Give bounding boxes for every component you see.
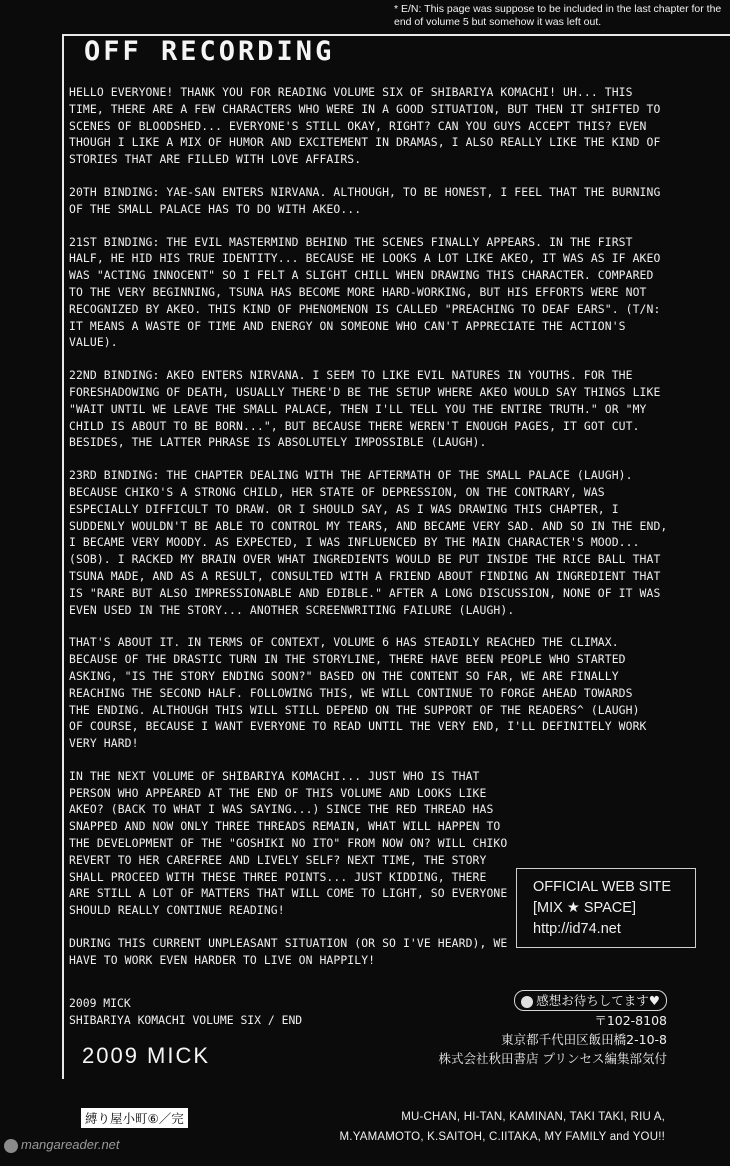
postal-code: 〒102-8108 <box>594 1013 667 1028</box>
paragraph: 22ND BINDING: AKEO ENTERS NIRVANA. I SEEM TO LIKE EVIL NATURES IN YOUTHS. FOR THE FORESHADOWING OF DEATH, USUALLY THERE'D BE THE SETUP WHERE AKEO WOULD SAY THINGS LIKE "WAIT UNTIL WE LEAVE THE SMALL PALACE, THEN I'LL TELL YOU THE ENTIRE TRUTH." OR "MY CHILD IS ABOUT TO BE BORN...", BUT BECAUSE THERE WEREN'T ENOUGH PAGES, IT GOT CUT. BESIDES, THE LATTER PHRASE IS ABSOLUTELY IMPOSSIBLE (LAUGH). <box>69 368 661 450</box>
website-heading: OFFICIAL WEB SITE <box>533 879 672 895</box>
editor-note: * E/N: This page was suppose to be included in the last chapter for the end of volume 5 but somehow it was left out. <box>394 3 722 28</box>
seal-icon <box>521 996 533 1008</box>
address-line: 株式会社秋田書店 プリンセス編集部気付 <box>438 1051 667 1066</box>
end-tag: 縛り屋小町⑥／完 <box>80 1107 189 1129</box>
await-text: 感想お待ちしてます♥ <box>536 993 660 1008</box>
paragraph: IN THE NEXT VOLUME OF SHIBARIYA KOMACHI... JUST WHO IS THAT PERSON WHO APPEARED AT THE END OF THIS VOLUME AND LOOKS LIKE AKEO? (BACK TO WHAT I WAS SAYING...) SINCE THE RED THREAD HAS SNAPPED AND NOW ONLY THREE THREADS REMAIN, WHAT WILL HAPPEN TO THE DEVELOPMENT OF THE "GOSHIKI NO ITO" FROM NOW ON? WILL CHIKO REVERT TO HER CAREFREE AND LIVELY SELF? NEXT TIME, THE STORY SHALL PROCEED WITH THESE THREE POINTS... JUST KIDDING, THERE ARE STILL A LOT OF MATTERS THAT WILL COME TO LIGHT, SO EVERYONE SHOULD REALLY CONTINUE READING! <box>69 768 508 918</box>
paragraph: HELLO EVERYONE! THANK YOU FOR READING VOLUME SIX OF SHIBARIYA KOMACHI! UH... THIS TIME, THERE ARE A FEW CHARACTERS WHO WERE IN A GOOD SITUATION, BUT THEN IT SHIFTED TO SCENES OF BLOODSHED... EVERYONE'S STILL OKAY, RIGHT? CAN YOU GUYS ACCEPT THIS? EVEN THOUGH I LIKE A MIX OF HUMOR AND EXCITEMENT IN DRAMAS, I ALSO REALLY LIKE THE KIND OF STORIES THAT ARE FILLED WITH LOVE AFFAIRS. <box>69 85 661 167</box>
signature: 2009 MICK <box>82 1043 211 1068</box>
afterword-body <box>69 84 669 985</box>
signoff-title: SHIBARIYA KOMACHI VOLUME SIX / END <box>69 1012 303 1027</box>
website-url: http://id74.net <box>533 921 621 937</box>
signoff-year: 2009 MICK <box>69 996 131 1010</box>
paragraph: 21ST BINDING: THE EVIL MASTERMIND BEHIND THE SCENES FINALLY APPEARS. IN THE FIRST HALF, HE HID HIS TRUE IDENTITY... BECAUSE HE LOOKS A LOT LIKE AKEO, IT WAS AS IF AKEO WAS "ACTING INNOCENT" SO I FELT A SLIGHT CHILL WHEN DRAWING THIS CHARACTER. COMPARED TO THE VERY BEGINNING, TSUNA HAS BECOME MORE HARD-WORKING, BUT HIS EFFORTS WERE NOT RECOGNIZED BY AKEO. THIS KIND OF PHENOMENON IS CALLED "PREACHING TO DEAF EARS". (T/N: IT MEANS A WASTE OF TIME AND ENERGY ON SOMEONE WHO CAN'T APPRECIATE THE ACTION'S VALUE). <box>69 234 661 350</box>
await-badge <box>514 990 667 1011</box>
watermark <box>4 1137 120 1153</box>
paragraph: THAT'S ABOUT IT. IN TERMS OF CONTEXT, VOLUME 6 HAS STEADILY REACHED THE CLIMAX. BECAUSE OF THE DRASTIC TURN IN THE STORYLINE, THERE HAVE BEEN PEOPLE WHO STARTED ASKING, "IS THE STORY ENDING SOON?" BASED ON THE CONTENT SO FAR, WE ARE FINALLY REACHING THE SECOND HALF. FOLLOWING THIS, WE WILL CONTINUE TO FORGE AHEAD TOWARDS THE ENDING. ALTHOUGH THIS WILL STILL DEPEND ON THE SUPPORT OF THE READERS^ (LAUGH) OF COURSE, BECAUSE I WANT EVERYONE TO READ UNTIL THE VERY END, I'LL DEFINITELY WORK VERY HARD! <box>69 635 647 751</box>
paragraph: DURING THIS CURRENT UNPLEASANT SITUATION (OR SO I'VE HEARD), WE HAVE TO WORK EVEN HARDER TO LIVE ON HAPPILY! <box>69 936 508 967</box>
official-website-box <box>516 868 696 948</box>
thanks-list <box>245 1107 665 1147</box>
thanks-line: MU-CHAN, HI-TAN, KAMINAN, TAKI TAKI, RIU A, <box>401 1111 665 1123</box>
page-title: OFF RECORDING <box>84 36 335 67</box>
globe-icon <box>4 1139 18 1153</box>
paragraph: 23RD BINDING: THE CHAPTER DEALING WITH THE AFTERMATH OF THE SMALL PALACE (LAUGH). BECAUSE CHIKO'S A STRONG CHILD, HER STATE OF DEPRESSION, ON THE CONTRARY, WAS ESPECIALLY DIFFICULT TO DRAW. OR I SHOULD SAY, AS I WAS DRAWING THIS CHAPTER, I SUDDENLY WOULDN'T BE ABLE TO CONTROL MY TEARS, AND BECAME VERY SAD. AND SO IN THE END, I BECAME VERY MOODY. AS EXPECTED, I WAS INFLUENCED BY THE MAIN CHARACTER'S MOOD... (SOB). I RACKED MY BRAIN OVER WHAT INGREDIENTS WOULD BE PUT INSIDE THE RICE BALL THAT TSUNA MADE, AND AS A RESULT, CONSULTED WITH A FRIEND ABOUT FINDING AN INGREDIENT THAT IS "RARE BUT ALSO IMPRESSIONABLE AND EDIBLE." AFTER A LONG DISCUSSION, NONE OF IT WAS EVEN USED IN THE STORY... ANOTHER SCREENWRITING FAILURE (LAUGH). <box>69 468 668 617</box>
paragraph: 20TH BINDING: YAE-SAN ENTERS NIRVANA. ALTHOUGH, TO BE HONEST, I FEEL THAT THE BURNING OF THE SMALL PALACE HAS TO DO WITH AKEO... <box>69 184 661 216</box>
address-line: 東京都千代田区飯田橋2-10-8 <box>501 1032 667 1047</box>
watermark-text: mangareader.net <box>21 1137 120 1152</box>
signoff <box>69 995 302 1029</box>
mailing-address <box>439 990 667 1068</box>
thanks-line: M.YAMAMOTO, K.SAITOH, C.IITAKA, MY FAMILY and YOU!! <box>339 1131 665 1143</box>
website-name: [MIX ★ SPACE] <box>533 900 636 916</box>
